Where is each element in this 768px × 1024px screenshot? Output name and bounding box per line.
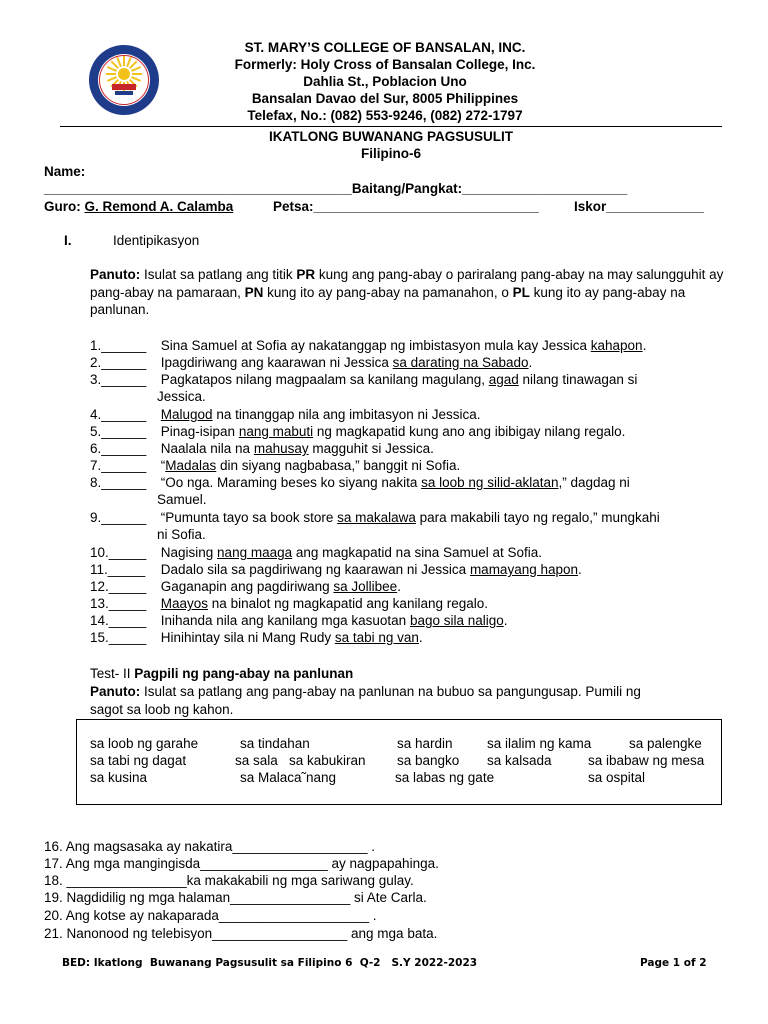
answer-blank[interactable]: 6.______	[90, 441, 147, 456]
petsa-field[interactable]: Petsa:______________________________	[273, 199, 539, 214]
school-name: ST. MARY’S COLLEGE OF BANSALAN, INC.	[244, 40, 526, 55]
question-19[interactable]: 19. Nagdidilig ng mga halaman________________ si Ate Carla.	[44, 890, 427, 905]
answer-blank[interactable]: 5.______	[90, 424, 147, 439]
underlined-phrase: mahusay	[253, 441, 309, 456]
choice: sa kalsada	[487, 753, 552, 768]
question-20[interactable]: 20. Ang kotse ay nakaparada____________________ .	[44, 908, 377, 923]
identification-item[interactable]: 5.______ Pinag-isipan nang mabuti ng magkapatid kung ano ang ibibigay nilang regalo.	[90, 424, 626, 439]
exam-subject: Filipino-6	[361, 146, 421, 161]
answer-blank[interactable]: 2.______	[90, 355, 147, 370]
answer-blank[interactable]: 12._____	[90, 579, 147, 594]
iskor-field[interactable]: Iskor_____________	[574, 199, 704, 214]
underlined-phrase: sa Jollibee	[333, 579, 398, 594]
choice: sa loob ng garahe	[90, 736, 199, 751]
answer-blank[interactable]: 10._____	[90, 545, 147, 560]
school-street: Dahlia St., Poblacion Uno	[303, 74, 467, 89]
choice: sa tabi ng dagat	[90, 753, 187, 768]
baitang-field[interactable]: Baitang/Pangkat:______________________	[351, 181, 628, 196]
choice: sa ibabaw ng mesa	[588, 753, 705, 768]
footer-left: BED: Ikatlong Buwanang Pagsusulit sa Filipino 6 Q-2 S.Y 2022-2023	[62, 957, 478, 969]
part2-instructions: Panuto: Isulat sa patlang ang pang-abay na panlunan na bubuo sa pangungusap. Pumili ng sagot sa loob ng kahon.	[90, 684, 641, 717]
name-baitang-row	[44, 181, 627, 196]
identification-item[interactable]: 11._____ Dadalo sila sa pagdiriwang ng kaarawan ni Jessica mamayang hapon.	[90, 562, 582, 577]
question-18[interactable]: 18. ________________ka makakabili ng mga sariwang gulay.	[44, 873, 414, 888]
choices-box	[76, 719, 722, 805]
underlined-phrase: Maayos	[160, 596, 209, 611]
identification-item[interactable]: 14._____ Inihanda nila ang kanilang mga kasuotan bago sila naligo.	[90, 613, 508, 628]
answer-blank[interactable]: 13._____	[90, 596, 147, 611]
identification-item[interactable]: 6.______ Naalala nila na mahusay magguhit si Jessica.	[90, 441, 434, 456]
footer-page: Page 1 of 2	[640, 957, 707, 969]
identification-item[interactable]: 3.______ Pagkatapos nilang magpaalam sa kanilang magulang, agad nilang tinawagan si Jessica.	[90, 372, 638, 404]
identification-item[interactable]: 10._____ Nagising nang maaga ang magkapatid na sina Samuel at Sofia.	[90, 545, 543, 560]
underlined-phrase: sa makalawa	[337, 510, 416, 525]
identification-item[interactable]: 15._____ Hinihintay sila ni Mang Rudy sa tabi ng van.	[90, 630, 423, 645]
underlined-phrase: sa loob ng silid-aklatan	[421, 475, 559, 490]
underlined-phrase: nang mabuti	[238, 424, 314, 439]
underlined-phrase: Madalas	[165, 458, 217, 473]
answer-blank[interactable]: 3.______	[90, 372, 147, 387]
school-formerly: Formerly: Holy Cross of Bansalan College, Inc.	[234, 57, 536, 72]
answer-blank[interactable]: 11._____	[90, 562, 146, 577]
choice: sa ilalim ng kama	[487, 736, 592, 751]
identification-item[interactable]: 7.______ “Madalas din siyang nagbabasa,” banggit ni Sofia.	[90, 458, 461, 473]
header-divider	[60, 126, 722, 127]
identification-item[interactable]: 9.______ “Pumunta tayo sa book store sa makalawa para makabili tayo ng regalo,” mungkahi ni Sofia.	[90, 510, 660, 542]
choice: sa sala	[235, 753, 278, 768]
underlined-phrase: sa tabi ng van	[334, 630, 419, 645]
choice: sa Malaca˜nang	[240, 770, 337, 785]
underlined-phrase: agad	[488, 372, 519, 387]
part1-title: Identipikasyon	[113, 233, 200, 248]
identification-item[interactable]: 2.______ Ipagdiriwang ang kaarawan ni Jessica sa darating na Sabado.	[90, 355, 533, 370]
answer-blank[interactable]: 9.______	[90, 510, 147, 525]
identification-item[interactable]: 4.______ Malugod na tinanggap nila ang imbitasyon ni Jessica.	[90, 407, 481, 422]
choice: sa bangko	[397, 753, 460, 768]
answer-blank[interactable]: 8.______	[90, 475, 147, 490]
underlined-phrase: nang maaga	[217, 545, 293, 560]
question-21[interactable]: 21. Nanonood ng telebisyon__________________ ang mga bata.	[44, 926, 438, 941]
answer-blank[interactable]: 15._____	[90, 630, 147, 645]
school-telefax: Telefax, No.: (082) 553-9246, (082) 272-1797	[247, 108, 523, 123]
underlined-phrase: kahapon	[590, 338, 643, 353]
underlined-phrase: mamayang hapon	[469, 562, 579, 577]
question-16[interactable]: 16. Ang magsasaka ay nakatira__________________ .	[44, 839, 376, 854]
guro-row	[44, 199, 233, 214]
answer-blank[interactable]: 7.______	[90, 458, 147, 473]
part1-instructions: Panuto: Isulat sa patlang ang titik PR kung ang pang-abay o pariralang pang-abay na may salungguhit ay pang-abay na pamaraan, PN kung ito ay pang-abay na pamanahon, o PL kung ito ay pang-abay na panlunan.	[90, 267, 724, 317]
part2-heading: Test- II Pagpili ng pang-abay na panlunan	[90, 666, 354, 681]
exam-title: IKATLONG BUWANANG PAGSUSULIT	[269, 129, 513, 144]
choice: sa palengke	[629, 736, 702, 751]
school-seal-logo	[88, 44, 160, 116]
choice: sa hardin	[397, 736, 453, 751]
part1-numeral: I.	[64, 233, 72, 248]
choice: sa labas ng gate	[395, 770, 495, 785]
underlined-phrase: Malugod	[160, 407, 213, 422]
choice: sa tindahan	[240, 736, 310, 751]
underlined-phrase: bago sila naligo	[409, 613, 504, 628]
school-city: Bansalan Davao del Sur, 8005 Philippines	[251, 91, 519, 106]
name-label: Name:	[44, 164, 86, 179]
identification-item[interactable]: 1.______ Sina Samuel at Sofia ay nakatanggap ng imbistasyon mula kay Jessica kahapon.	[90, 338, 647, 353]
choice: sa kusina	[90, 770, 148, 785]
identification-item[interactable]: 12._____ Gaganapin ang pagdiriwang sa Jollibee.	[90, 579, 401, 594]
answer-blank[interactable]: 14._____	[90, 613, 147, 628]
answer-blank[interactable]: 4.______	[90, 407, 147, 422]
choice: sa kabukiran	[289, 753, 366, 768]
guro-value: G. Remond A. Calamba	[84, 199, 234, 214]
name-field[interactable]: _________________________________________	[44, 181, 352, 196]
identification-item[interactable]: 13._____ Maayos na binalot ng magkapatid ang kanilang regalo.	[90, 596, 489, 611]
answer-blank[interactable]: 1.______	[90, 338, 147, 353]
underlined-phrase: sa darating na Sabado	[392, 355, 529, 370]
question-17[interactable]: 17. Ang mga mangingisda_________________ ay nagpapahinga.	[44, 856, 439, 871]
choice: sa ospital	[588, 770, 646, 785]
identification-item[interactable]: 8.______ “Oo nga. Maraming beses ko siyang nakita sa loob ng silid-aklatan,” dagdag ni Samuel.	[90, 475, 630, 507]
guro-label: Guro:	[44, 199, 85, 214]
